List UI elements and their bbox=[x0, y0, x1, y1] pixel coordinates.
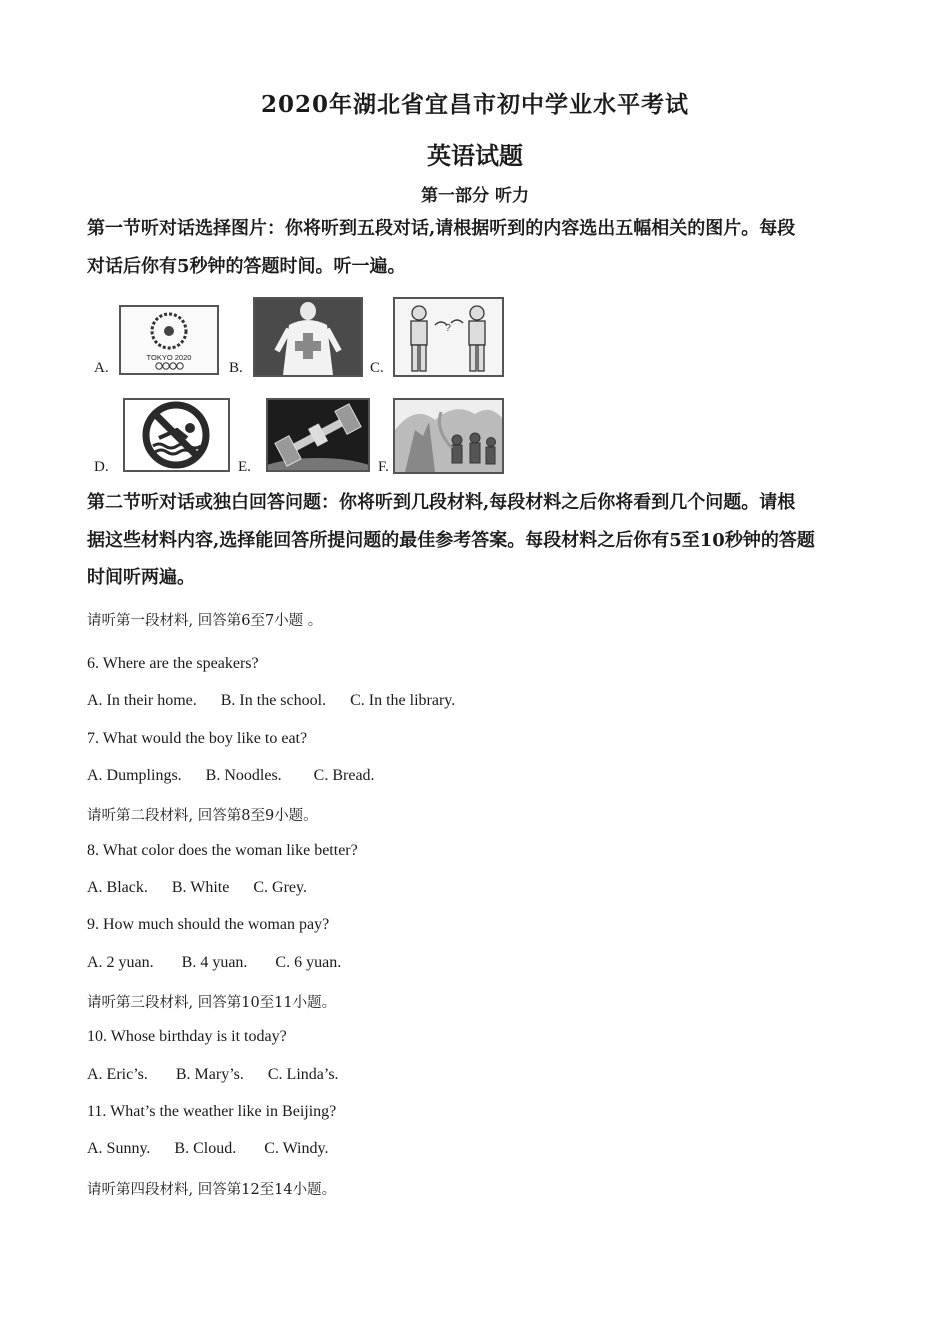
question-9: 9. How much should the woman pay? bbox=[87, 916, 330, 933]
section2-line1: 第二节听对话或独白回答问题：你将听到几段材料,每段材料之后你将看到几个问题。请根 bbox=[87, 492, 796, 513]
picture-label-e: E. bbox=[238, 459, 251, 475]
picture-label-b: B. bbox=[229, 360, 243, 376]
svg-text:?: ? bbox=[445, 323, 451, 334]
material-2-instruction: 请听第二段材料, 回答第8至9小题。 bbox=[87, 808, 318, 824]
question-11-options: A. Sunny. B. Cloud. C. Windy. bbox=[87, 1140, 329, 1157]
part-heading: 第一部分 听力 bbox=[421, 186, 529, 206]
material-4-instruction: 请听第四段材料, 回答第12至14小题。 bbox=[87, 1182, 337, 1198]
question-9-options: A. 2 yuan. B. 4 yuan. C. 6 yuan. bbox=[87, 954, 342, 971]
question-7: 7. What would the boy like to eat? bbox=[87, 730, 308, 747]
section2-line3: 时间听两遍。 bbox=[87, 567, 195, 588]
question-8: 8. What color does the woman like better? bbox=[87, 842, 358, 859]
section1-line2: 对话后你有5秒钟的答题时间。听一遍。 bbox=[87, 255, 406, 277]
doctor-red-cross-icon bbox=[253, 297, 363, 377]
space-station-icon bbox=[266, 398, 370, 472]
tokyo-2020-text: TOKYO 2020 bbox=[146, 353, 192, 362]
exam-subtitle: 英语试题 bbox=[427, 141, 523, 170]
question-11: 11. What’s the weather like in Beijing? bbox=[87, 1103, 337, 1120]
question-10-options: A. Eric’s. B. Mary’s. C. Linda’s. bbox=[87, 1066, 339, 1083]
question-10: 10. Whose birthday is it today? bbox=[87, 1028, 287, 1045]
section1-instructions bbox=[87, 210, 867, 285]
picture-label-f: F. bbox=[378, 459, 389, 475]
question-8-options: A. Black. B. White C. Grey. bbox=[87, 879, 307, 896]
material-3-instruction: 请听第三段材料, 回答第10至11小题。 bbox=[87, 995, 337, 1011]
exam-title: 2020年湖北省宜昌市初中学业水平考试 bbox=[260, 91, 689, 118]
picture-label-a: A. bbox=[94, 360, 109, 376]
question-6: 6. Where are the speakers? bbox=[87, 655, 259, 672]
section2-line2: 据这些材料内容,选择能回答所提问题的最佳参考答案。每段材料之后你有5至10秒钟的答题 bbox=[87, 529, 815, 551]
section2-instructions bbox=[87, 484, 867, 597]
volunteers-icon bbox=[393, 297, 504, 377]
firefighters-icon bbox=[393, 398, 504, 474]
question-6-options: A. In their home. B. In the school. C. In the library. bbox=[87, 692, 456, 709]
material-1-instruction: 请听第一段材料, 回答第6至7小题 。 bbox=[87, 613, 323, 629]
picture-label-c: C. bbox=[370, 360, 384, 376]
section1-line1: 第一节听对话选择图片：你将听到五段对话,请根据听到的内容选出五幅相关的图片。每段 bbox=[87, 218, 796, 239]
olympic-logo-icon bbox=[119, 305, 219, 375]
question-7-options: A. Dumplings. B. Noodles. C. Bread. bbox=[87, 767, 375, 784]
picture-label-d: D. bbox=[94, 459, 109, 475]
no-swimming-sign-icon bbox=[123, 398, 230, 472]
